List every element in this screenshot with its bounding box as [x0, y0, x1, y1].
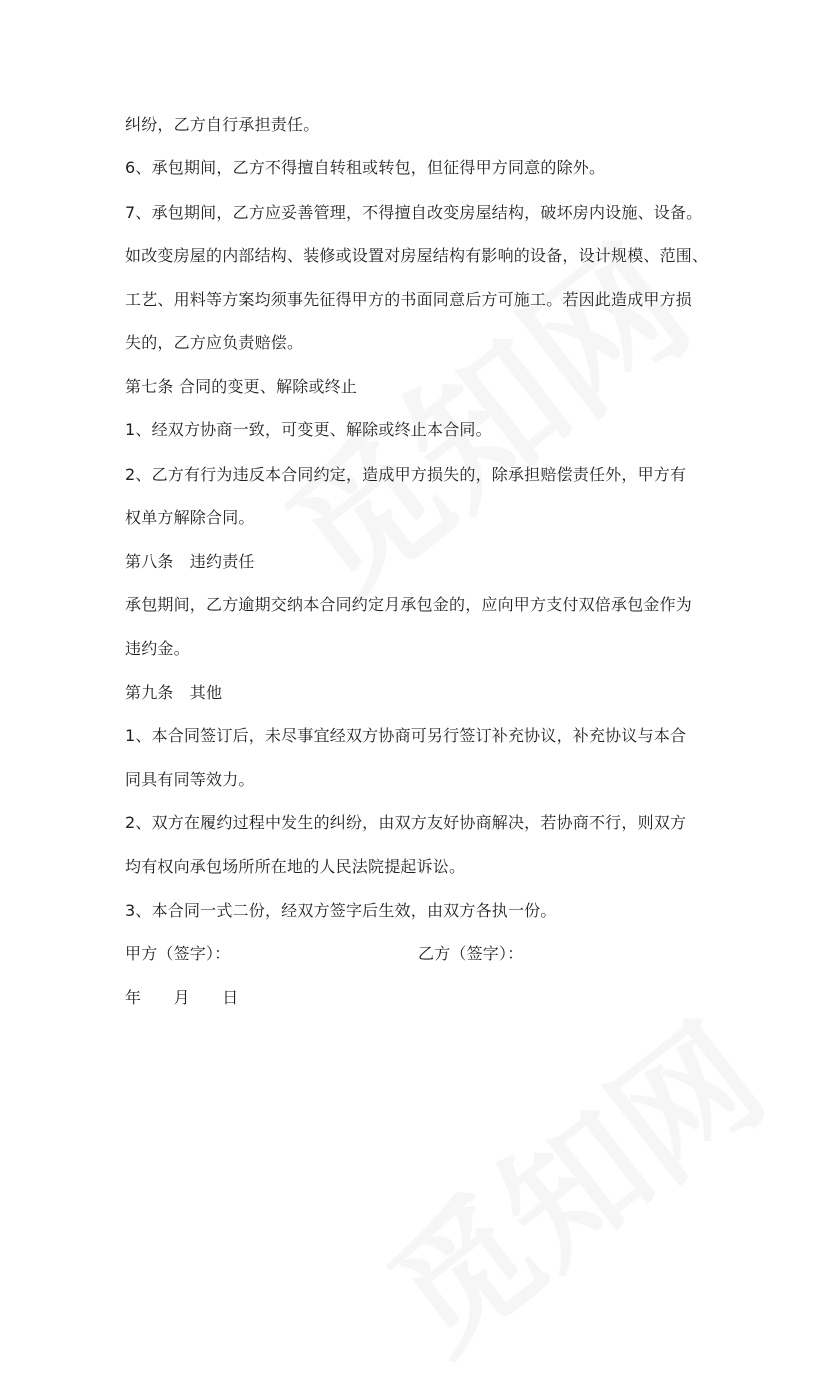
paragraph-line: 失的，乙方应负责赔偿。 — [125, 333, 304, 352]
watermark-logo — [343, 972, 798, 1389]
section-heading: 第七条 合同的变更、解除或终止 — [125, 377, 358, 396]
paragraph-line: 2、乙方有行为违反本合同约定，造成甲方损失的，除承担赔偿责任外，甲方有 — [125, 465, 687, 484]
paragraph-line: 2、双方在履约过程中发生的纠纷，由双方友好协商解决，若协商不行，则双方 — [125, 813, 687, 832]
paragraph-line: 工艺、用料等方案均须事先征得甲方的书面同意后方可施工。若因此造成甲方损 — [125, 290, 693, 309]
paragraph-line: 同具有同等效力。 — [125, 770, 255, 789]
paragraph-line: 如改变房屋的内部结构、装修或设置对房屋结构有影响的设备，设计规模、范围、 — [125, 246, 709, 265]
paragraph-line: 违约金。 — [125, 639, 190, 658]
paragraph-line: 纠纷，乙方自行承担责任。 — [125, 115, 320, 134]
paragraph-line: 1、本合同签订后，未尽事宜经双方协商可另行签订补充协议，补充协议与本合 — [125, 726, 687, 745]
section-heading: 第九条 其他 — [125, 683, 223, 702]
paragraph-line: 权单方解除合同。 — [125, 508, 255, 527]
paragraph-line: 7、承包期间，乙方应妥善管理，不得擅自改变房屋结构，破坏房内设施、设备。 — [125, 203, 703, 222]
paragraph-line: 均有权向承包场所所在地的人民法院提起诉讼。 — [125, 857, 466, 876]
paragraph-line: 3、本合同一式二份，经双方签字后生效，由双方各执一份。 — [125, 901, 557, 920]
signature-party-a: 甲方（签字）： — [125, 944, 231, 963]
signature-party-b: 乙方（签字）： — [418, 944, 524, 963]
date-line: 年 月 日 — [125, 988, 239, 1007]
section-heading: 第八条 违约责任 — [125, 552, 255, 571]
paragraph-line: 6、承包期间，乙方不得擅自转租或转包，但征得甲方同意的除外。 — [125, 158, 606, 177]
paragraph-line: 承包期间，乙方逾期交纳本合同约定月承包金的，应向甲方支付双倍承包金作为 — [125, 595, 693, 614]
paragraph-line: 1、经双方协商一致，可变更、解除或终止本合同。 — [125, 420, 492, 439]
